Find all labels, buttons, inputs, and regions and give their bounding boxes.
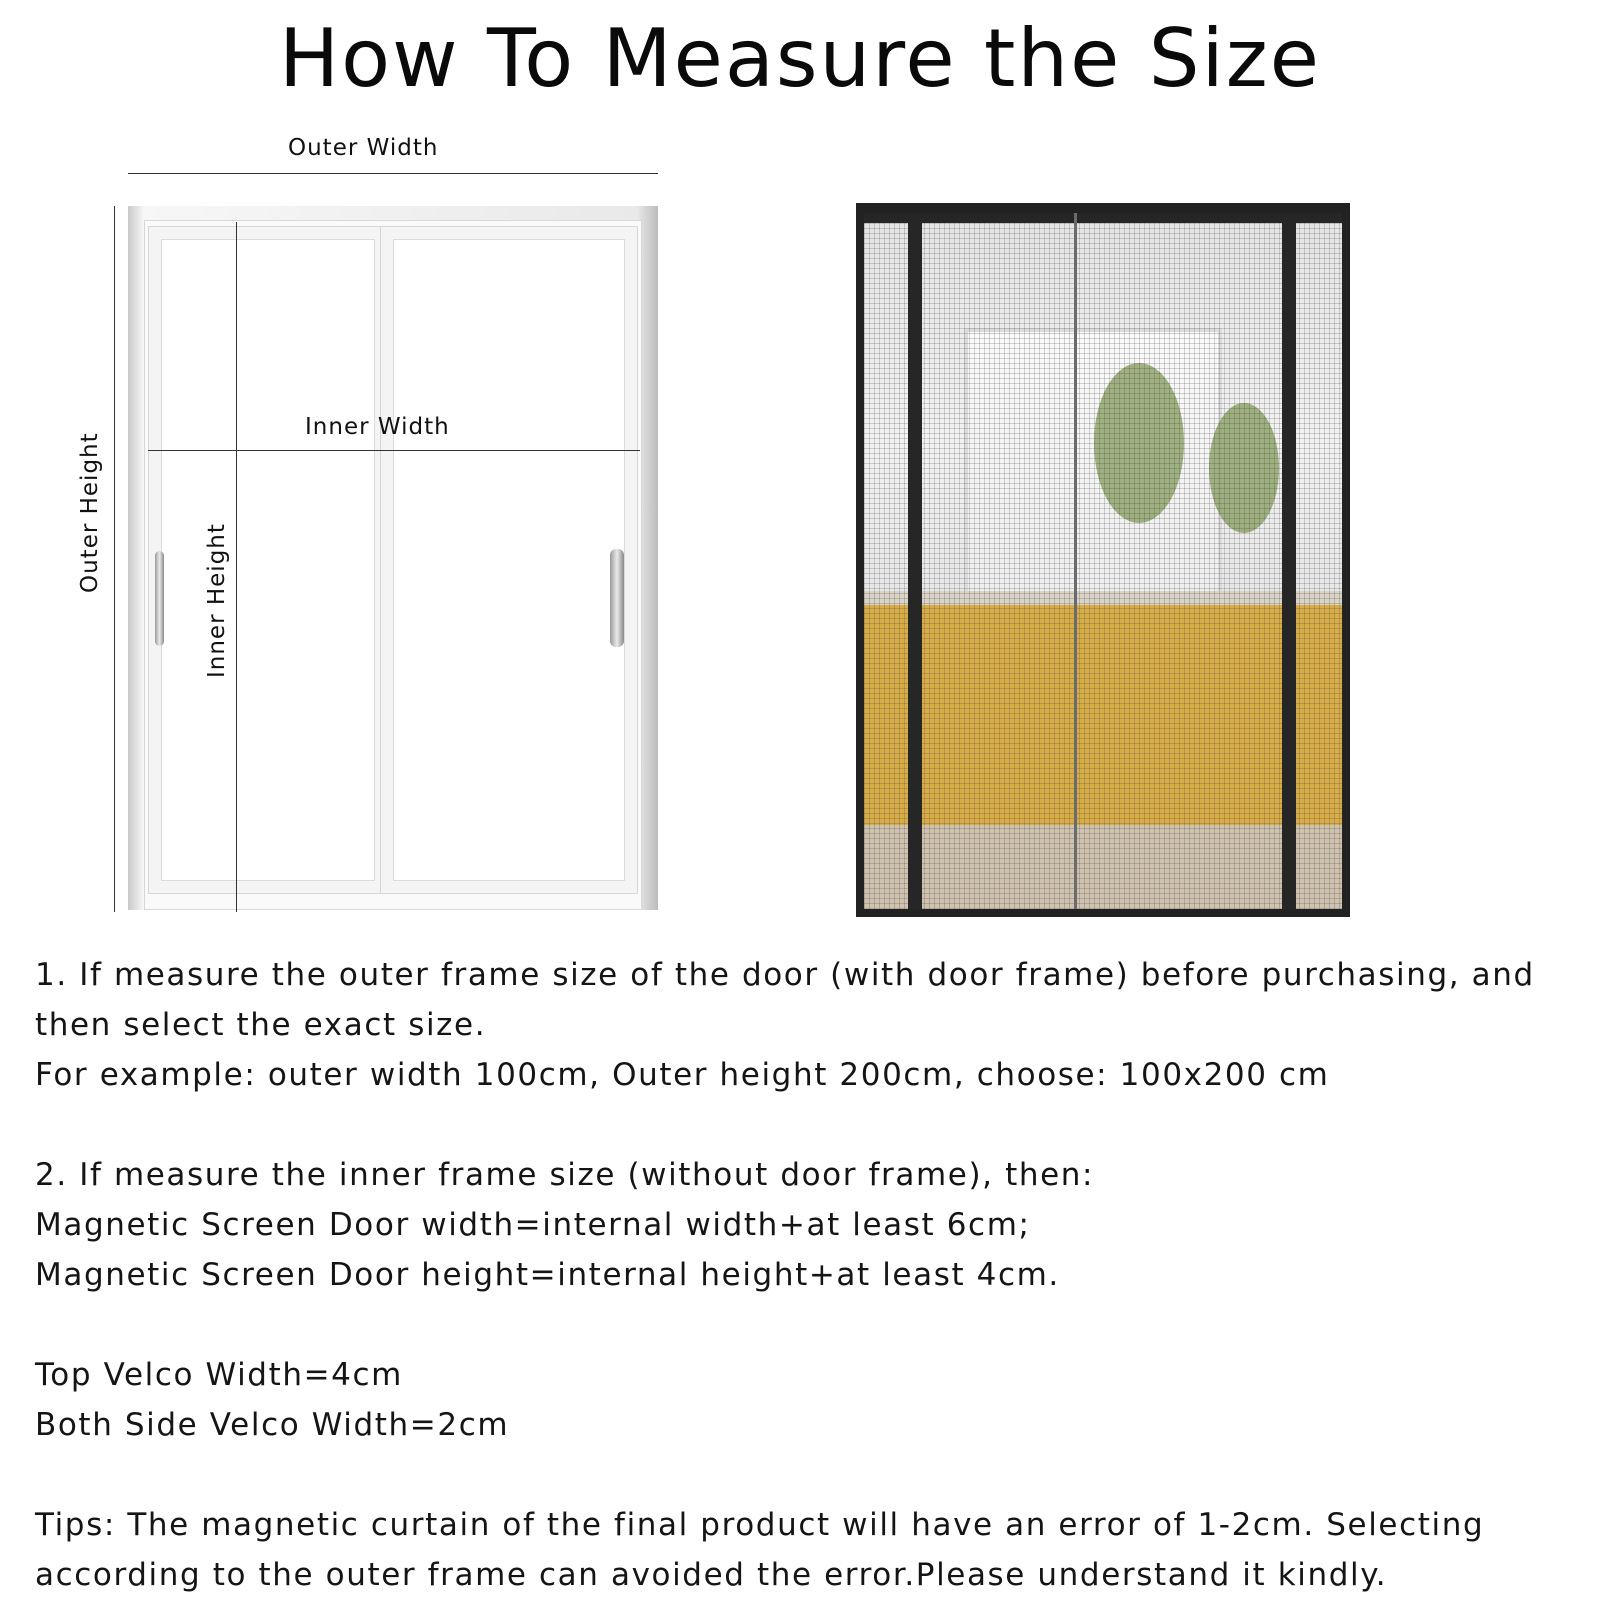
screen-mesh — [864, 213, 1342, 909]
step1-line2: then select the exact size. — [35, 1007, 487, 1043]
inner-width-line — [148, 450, 640, 451]
inner-height-label: Inner Height — [204, 523, 230, 678]
step2-line3: Magnetic Screen Door height=internal height+at least 4cm. — [35, 1257, 1060, 1293]
step1-line1: 1. If measure the outer frame size of the door (with door frame) before purchasing, and — [35, 957, 1535, 993]
outer-height-line — [114, 206, 115, 912]
inner-width-label: Inner Width — [305, 414, 450, 440]
tips-line2: according to the outer frame can avoided the error.Please understand it kindly. — [35, 1557, 1388, 1593]
magnetic-strip-right — [1282, 213, 1296, 909]
step1-block — [35, 950, 1565, 1100]
step2-line2: Magnetic Screen Door width=internal width+at least 6cm; — [35, 1207, 1031, 1243]
side-velco-text: Both Side Velco Width=2cm — [35, 1407, 510, 1443]
step2-line1: 2. If measure the inner frame size (without door frame), then: — [35, 1157, 1095, 1193]
door-handle-left-icon — [155, 551, 164, 646]
tips-line1: Tips: The magnetic curtain of the final product will have an error of 1-2cm. Selecting — [35, 1507, 1485, 1543]
top-velcro-strip — [864, 213, 1342, 223]
kitchen-scene — [864, 213, 1342, 909]
inner-height-line — [236, 222, 237, 912]
outer-height-label: Outer Height — [77, 432, 103, 593]
outer-width-line — [128, 173, 658, 174]
outer-width-label: Outer Width — [288, 135, 439, 161]
top-velco-text: Top Velco Width=4cm — [35, 1357, 403, 1393]
screen-door-image — [856, 203, 1350, 917]
magnetic-closure-line — [1074, 213, 1077, 909]
tips-block — [35, 1500, 1565, 1600]
door-handle-right-icon — [610, 549, 624, 647]
step1-example: For example: outer width 100cm, Outer height 200cm, choose: 100x200 cm — [35, 1057, 1330, 1093]
step2-block — [35, 1150, 1565, 1300]
magnetic-strip-left — [908, 213, 922, 909]
door-panel-left — [148, 226, 388, 894]
velco-block — [35, 1350, 1565, 1450]
page-title: How To Measure the Size — [279, 12, 1321, 105]
door-panel-right — [380, 226, 638, 894]
